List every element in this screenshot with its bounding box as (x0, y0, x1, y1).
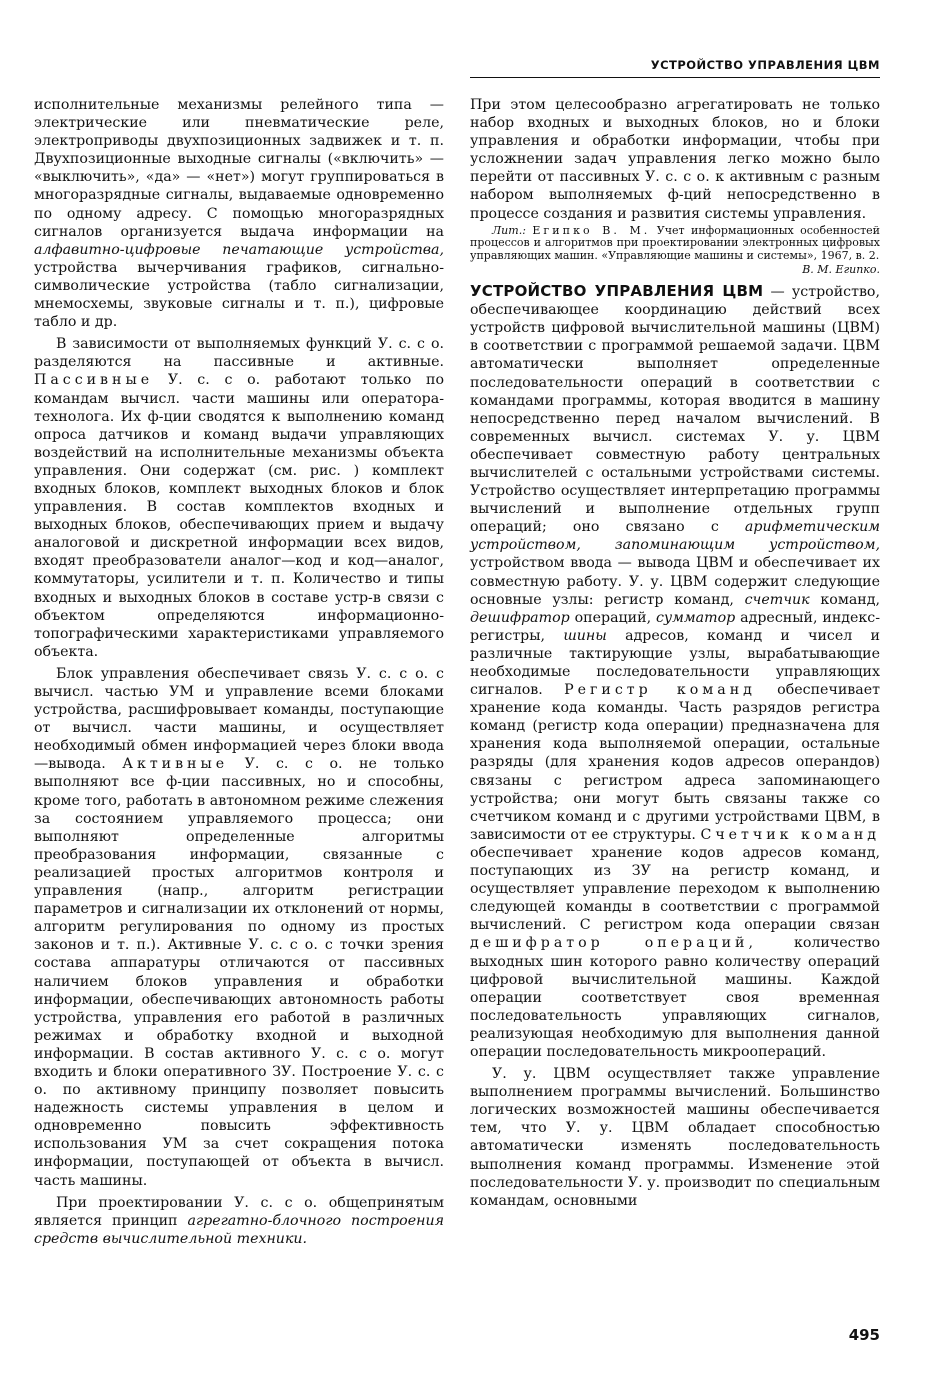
right-column (470, 96, 880, 1210)
page-number: 495 (848, 1326, 880, 1344)
literature-reference: Лит.: Египко В. М. Учет информационных особенностей процессов и алгоритмов при проектировании электронных цифровых управляющих машин. «Управляющие машины и системы», 1967, в. 2. (470, 223, 881, 263)
running-header (470, 58, 880, 78)
article-entry: УСТРОЙСТВО УПРАВЛЕНИЯ ЦВМ — устройство, обеспечивающее координацию действий всех устройств цифровой вычислительной машины (ЦВМ) в соответствии с программой решаемой задачи. ЦВМ автоматически выполняет определенные последовательности операций в соответствии с командами программы, которая вводится в машину непосредственно перед началом вычислений. В современных вычисл. системах У. у. ЦВМ обеспечивает совместную работу центральных вычислителей с остальными устройствами системы. Устройство осуществляет интерпретацию программы вычислений и выполнение отдельных групп операций; оно связано с арифметическим устройством, запоминающим устройством, устройством ввода — вывода ЦВМ и обеспечивает их совместную работу. У. у. ЦВМ содержит следующие основные узлы: регистр команд, счетчик команд, дешифратор операций, сумматор адресный, индекс-регистры, шины адресов, команд и чисел и различные тактирующие узлы, вырабатывающие необходимые последовательности управляющих сигналов. Регистр команд обеспечивает хранение кода команды. Часть разрядов регистра команд (регистр кода операции) предназначена для хранения кода выполняемой операции, остальные разряды (для хранения кодов адресов операндов) связаны с регистром адреса запоминающего устройства; они могут быть связаны также со счетчиком команд и с другими устройствами ЦВМ, в зависимости от ее структуры. Счетчик команд обеспечивает хранение кодов адресов команд, поступающих из ЗУ на регистр команд, и осуществляет управление переходом к выполнению следующей команды в соответствии с программой вычислений. С регистром кода операции связан дешифратор операций, количество выходных шин которого равно количеству операций цифровой вычислительной машины. Каждой операции соответствует своя временная последовательность управляющих сигналов, реализующая необходимую для выполнения данной операции последовательность микроопераций. (470, 282, 881, 1060)
running-title: УСТРОЙСТВО УПРАВЛЕНИЯ ЦВМ (650, 58, 880, 72)
entry-headword: УСТРОЙСТВО УПРАВЛЕНИЯ ЦВМ (470, 282, 764, 301)
left-column (34, 96, 444, 1248)
paragraph: Блок управления обеспечивает связь У. с. с о. с вычисл. частью УМ и управление всеми блоками устройства, расшифровывает команды, поступающие от вычисл. части машины, и осуществляет необходимый обмен информацией через блоки ввода—вывода. Активные У. с. с о. не только выполняют все ф-ции пассивных, но и способны, кроме того, работать в автономном режиме слежения за состоянием управляемого процесса; они выполняют определенные алгоритмы преобразования информации, связанные с реализацией простых алгоритмов контроля и управления (напр., алгоритм регистрации параметров и сигнализации их отклонений от нормы, алгоритм регулирования по одному из простых законов и т. п.). Активные У. с. с о. с точки зрения состава аппаратуры отличаются от пассивных наличием блоков управления и обработки информации, обеспечивающих автономность работы устройства, управления его работой в различных режимах и обработку входной и выходной информации. В состав активного У. с. с о. могут входить и блоки оперативного ЗУ. Построение У. с. с о. по активному принципу позволяет повысить надежность системы управления в целом и одновременно повысить эффективность использования УМ за счет сокращения потока информации, поступающей от объекта в вычисл. часть машины. (34, 665, 444, 1189)
article-author: В. М. Египко. (802, 263, 880, 277)
paragraph: При проектировании У. с. с о. общепринятым является принцип агрегатно-блочного построения средств вычислительной техники. (34, 1194, 444, 1247)
paragraph: При этом целесообразно агрегатировать не только набор входных и выходных блоков, но и блоки управления и обработки информации, чтобы при усложнении задач управления легко можно было перейти от пассивных У. с. с о. к активным с разным набором выполняемых ф-ций непосредственно в процессе создания и развития системы управления. (470, 97, 880, 222)
paragraph: исполнительные механизмы релейного типа — электрические или пневматические реле, электроприводы двухпозиционных задвижек и т. п. Двухпозиционные выходные сигналы («включить» — «выключить», «да» — «нет») могут группироваться в многоразрядные сигналы, выдаваемые одновременно по одному адресу. С помощью многоразрядных сигналов организуется выдача информации на алфавитно-цифровые печатающие устройства, устройства вычерчивания графиков, сигнально-символические устройства (табло сигнализации, мнемосхемы, звуковые сигналы и т. п.), цифровые табло и др. (34, 97, 444, 331)
paragraph: У. у. ЦВМ осуществляет также управление выполнением программы вычислений. Большинство логических возможностей машины обеспечивается тем, что У. у. ЦВМ обладает способностью автоматически изменять последовательность выполнения команд программы. Изменение этой последовательности У. у. производит по специальным командам, основными (470, 1066, 880, 1209)
paragraph: В зависимости от выполняемых функций У. с. с о. разделяются на пассивные и активные. Пассивные У. с. с о. работают только по командам вычисл. части машины или оператора-технолога. Их ф-ции сводятся к выполнению команд опроса датчиков и команд выдачи управляющих воздействий на исполнительные механизмы объекта управления. Они содержат (см. рис. ) комплект входных блоков, комплект выходных блоков и блок управления. В состав комплектов входных и выходных блоков, обеспечивающих прием и выдачу аналоговой и дискретной информации всех видов, входят преобразователи аналог—код и код—аналог, коммутаторы, усилители и т. п. Количество и типы входных и выходных блоков в составе устр-в связи с объектом определяются информационно-топографическими характеристиками управляемого объекта. (34, 336, 444, 660)
